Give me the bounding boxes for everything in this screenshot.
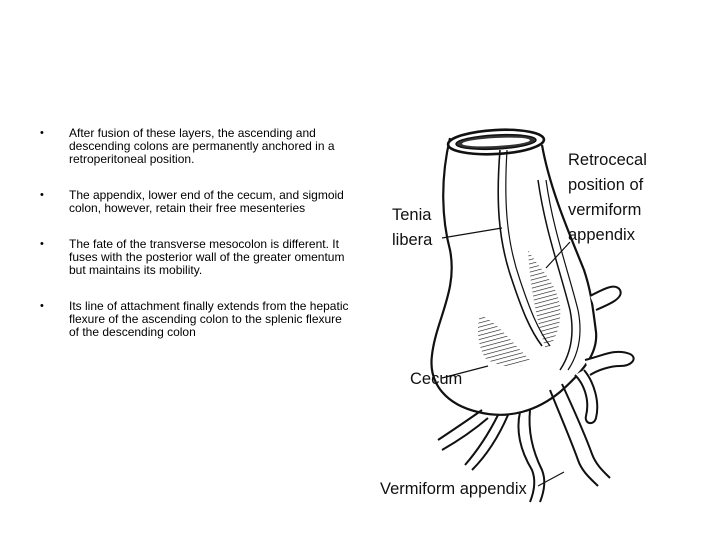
bullet-item bbox=[40, 300, 350, 339]
bullet-dot: • bbox=[40, 127, 44, 139]
cecum-illustration bbox=[370, 120, 700, 510]
label-retrocecal-4: appendix bbox=[568, 226, 635, 244]
label-tenia-1: Tenia bbox=[392, 206, 432, 224]
label-retrocecal-2: position of bbox=[568, 176, 644, 194]
bullet-text: After fusion of these layers, the ascending and descending colons are permanently anchored in a retroperitoneal position. bbox=[69, 126, 335, 166]
bullet-item bbox=[40, 238, 350, 277]
bullet-text: The appendix, lower end of the cecum, and sigmoid colon, however, retain their free mesenteries bbox=[69, 188, 344, 215]
label-retrocecal-1: Retrocecal bbox=[568, 151, 647, 169]
bullet-item bbox=[40, 189, 350, 215]
bullet-dot: • bbox=[40, 238, 44, 250]
bullet-text: Its line of attachment finally extends from the hepatic flexure of the ascending colon to the splenic flexure of the descending colon bbox=[69, 299, 349, 339]
bullet-item bbox=[40, 127, 350, 166]
label-cecum: Cecum bbox=[410, 370, 463, 388]
bullet-dot: • bbox=[40, 300, 44, 312]
bullet-list bbox=[40, 127, 350, 362]
cecum-drawing bbox=[370, 120, 700, 510]
label-retrocecal-3: vermiform bbox=[568, 201, 642, 219]
label-tenia-2: libera bbox=[392, 231, 433, 249]
label-vermiform-appendix: Vermiform appendix bbox=[380, 480, 527, 498]
bullet-text: The fate of the transverse mesocolon is different. It fuses with the posterior wall of the greater omentum but maintains its mobility. bbox=[69, 237, 345, 277]
bullet-dot: • bbox=[40, 189, 44, 201]
